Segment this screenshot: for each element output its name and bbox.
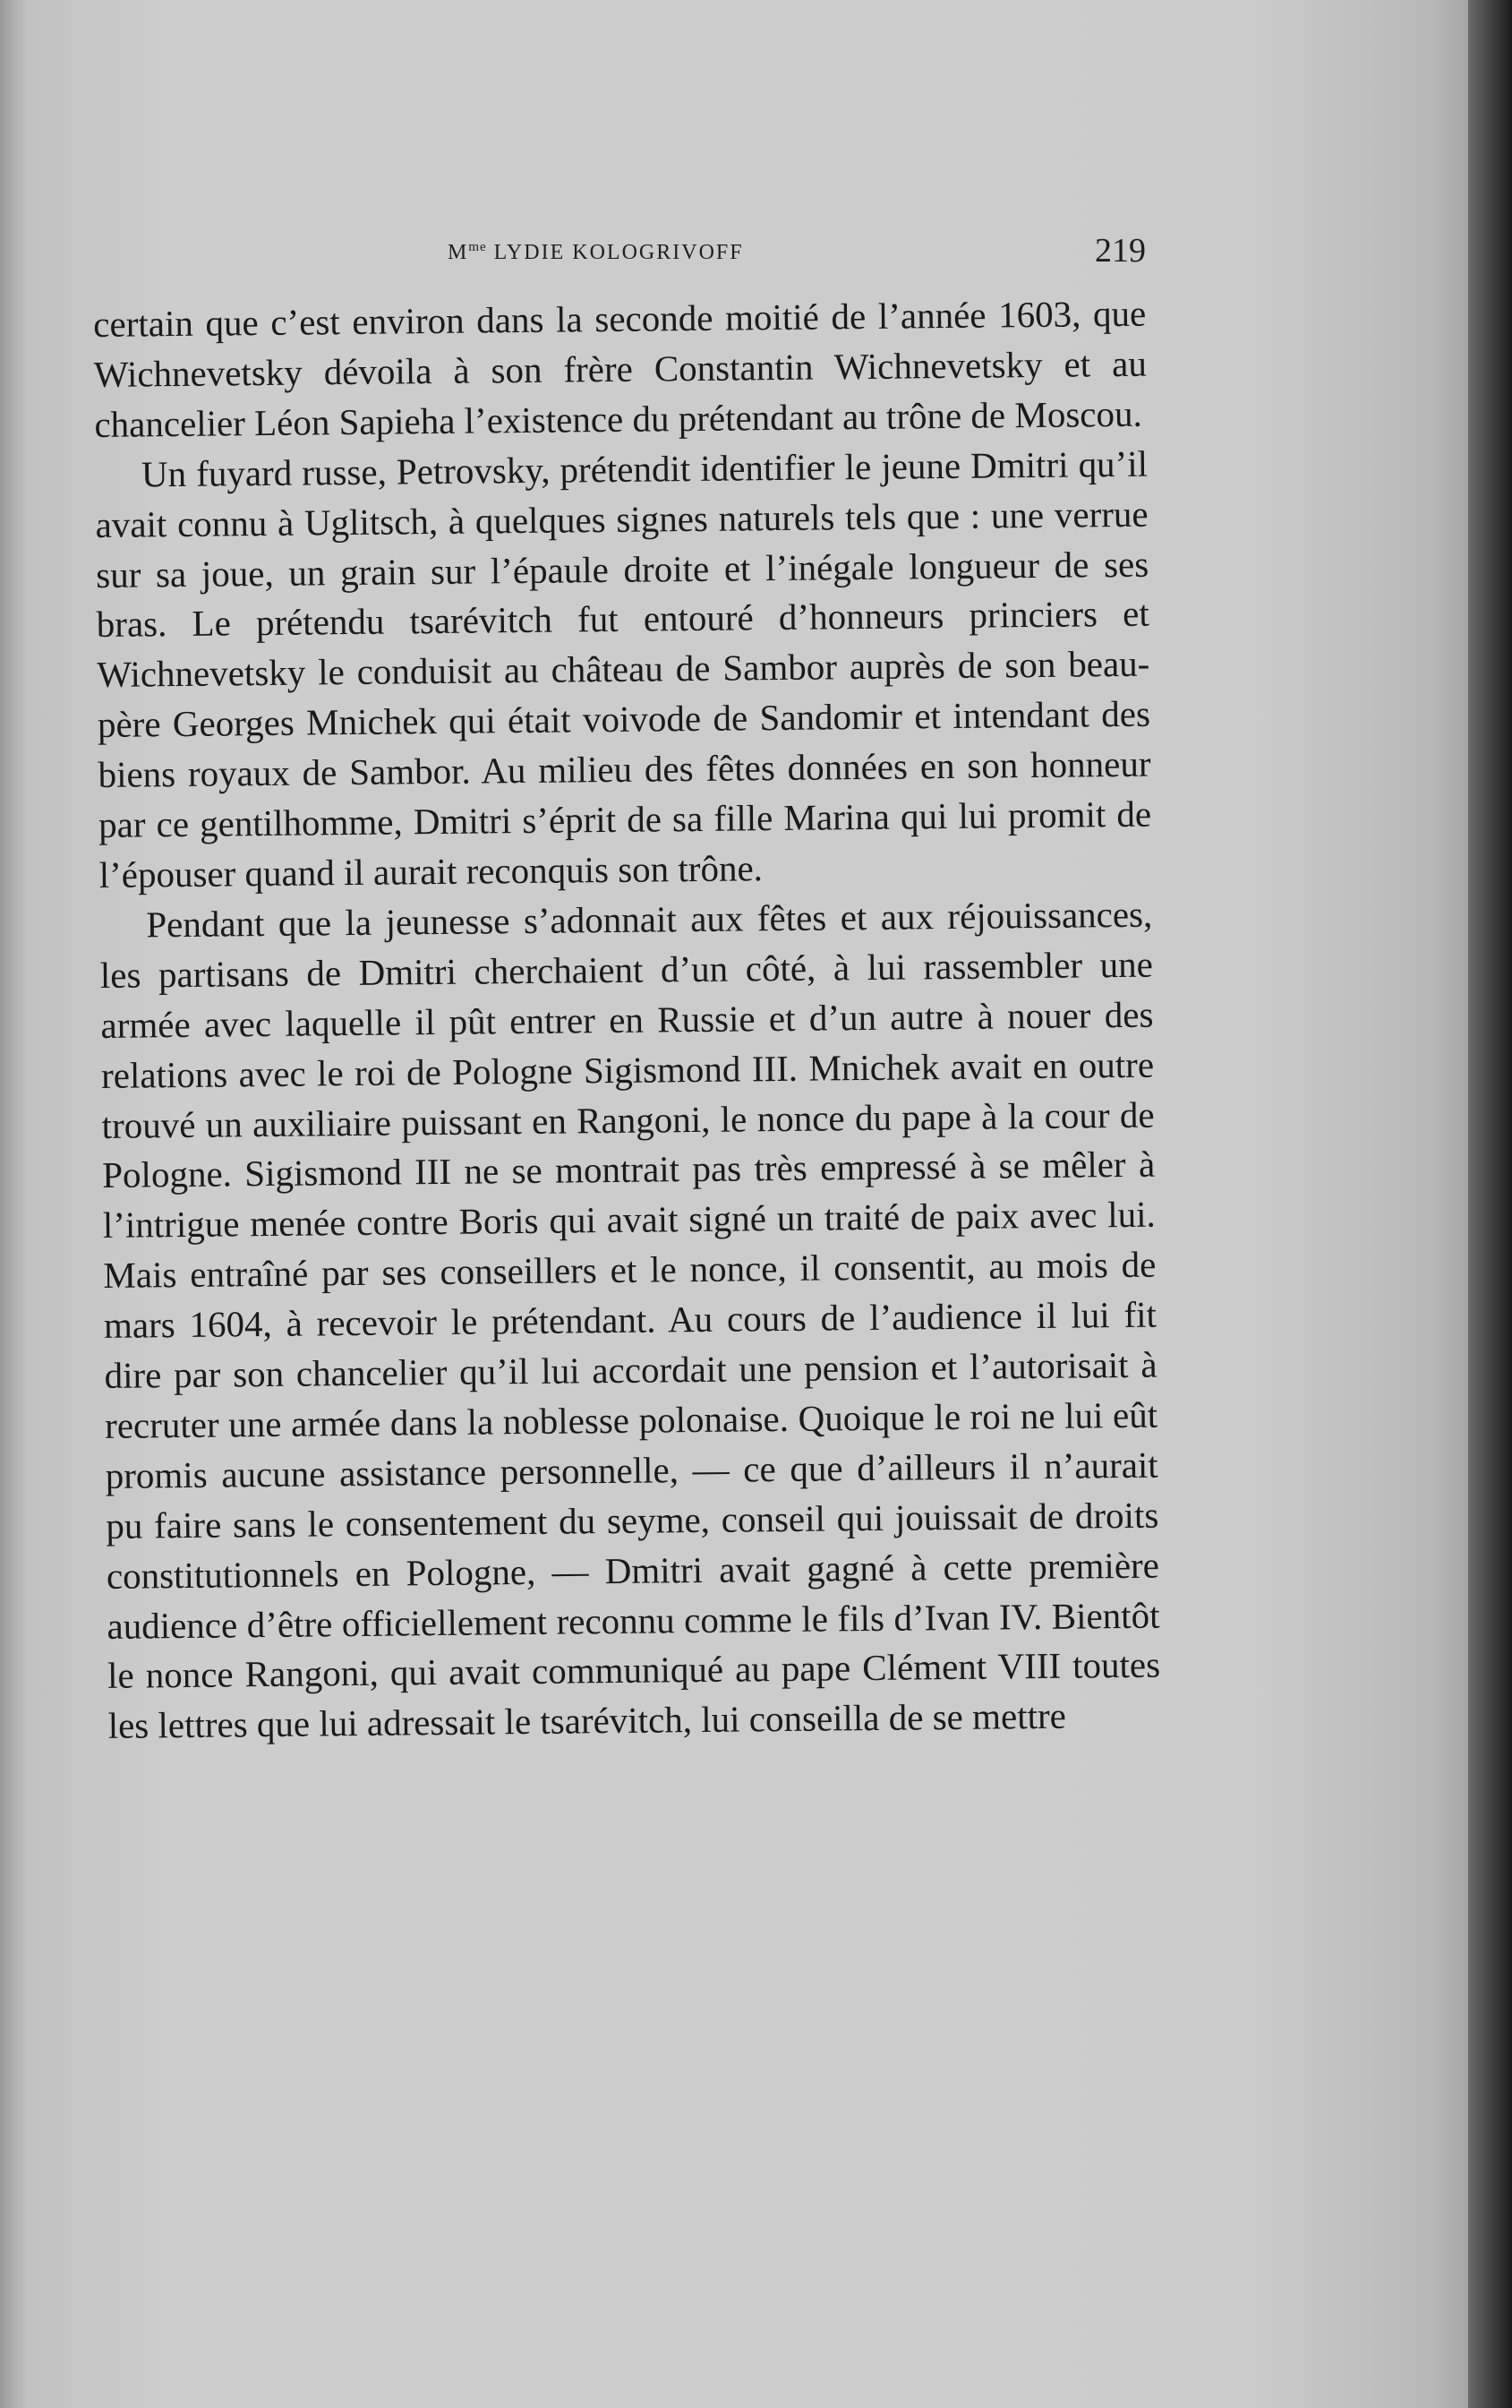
page-header xyxy=(90,222,1146,276)
paragraph: Pendant que la jeunesse s’adonnait aux fêtes et aux réjouissances, les partisans de Dmitri cherchaient d’un côté, à lui rassembler une armée avec laquelle il pût entrer en Russie et d’un autre à nouer des relations avec le roi de Pologne Sigismond III. Mnichek avait en outre trouvé un auxiliaire puissant en Rangoni, le nonce du pape à la cour de Pologne. Sigismond III ne se montrait pas très empressé à se mêler à l’intrigue menée contre Boris qui avait signé un traité de paix avec lui. Mais entraîné par ses conseillers et le nonce, il consentit, au mois de mars 1604, à recevoir le prétendant. Au cours de l’audience il lui fit dire par son chancelier qu’il lui accordait une pension et l’autorisait à recruter une armée dans la noblesse polonaise. Quoique le roi ne lui eût promis aucune assistance personnelle, — ce que d’ailleurs il n’aurait pu faire sans le consentement du seyme, conseil qui jouissait de droits constitutionnels en Pologne, — Dmitri avait gagné à cette première audience d’être officiellement reconnu comme le fils d’Ivan IV. Bientôt le nonce Rangoni, qui avait communiqué au pape Clément VIII toutes les lettres que lui adressait le tsarévitch, lui conseilla de se mettre xyxy=(99,893,1161,1747)
author-prefix: M xyxy=(448,241,469,264)
paragraph: Un fuyard russe, Petrovsky, prétendit identifier le jeune Dmitri qu’il avait connu à Uglitsch, à quelques signes naturels tels que : une verrue sur sa joue, un grain sur l’épaule droite et l’inégale longueur de ses bras. Le prétendu tsarévitch fut entouré d’honneurs princiers et Wichnevetsky le conduisit au château de Sambor auprès de son beau-père Georges Mnichek qui était voivode de Sandomir et intendant des biens royaux de Sambor. Au milieu des fêtes données en son honneur par ce gentilhomme, Dmitri s’éprit de sa fille Marina qui lui promit de l’épouser quand il aurait reconquis son trône. xyxy=(95,442,1152,896)
paragraph: certain que c’est environ dans la seconde moitié de l’année 1603, que Wichnevetsky dévoila à son frère Constantin Wichnevetsky et au chancelier Léon Sapieha l’existence du prétendant au trône de Moscou. xyxy=(93,292,1148,445)
running-title xyxy=(448,240,744,265)
author-prefix-superscript: me xyxy=(468,240,487,254)
page-number: 219 xyxy=(1095,232,1146,270)
author-name: LYDIE KOLOGRIVOFF xyxy=(486,241,744,264)
body-text xyxy=(93,289,1161,1752)
page-edge xyxy=(1468,0,1512,2408)
